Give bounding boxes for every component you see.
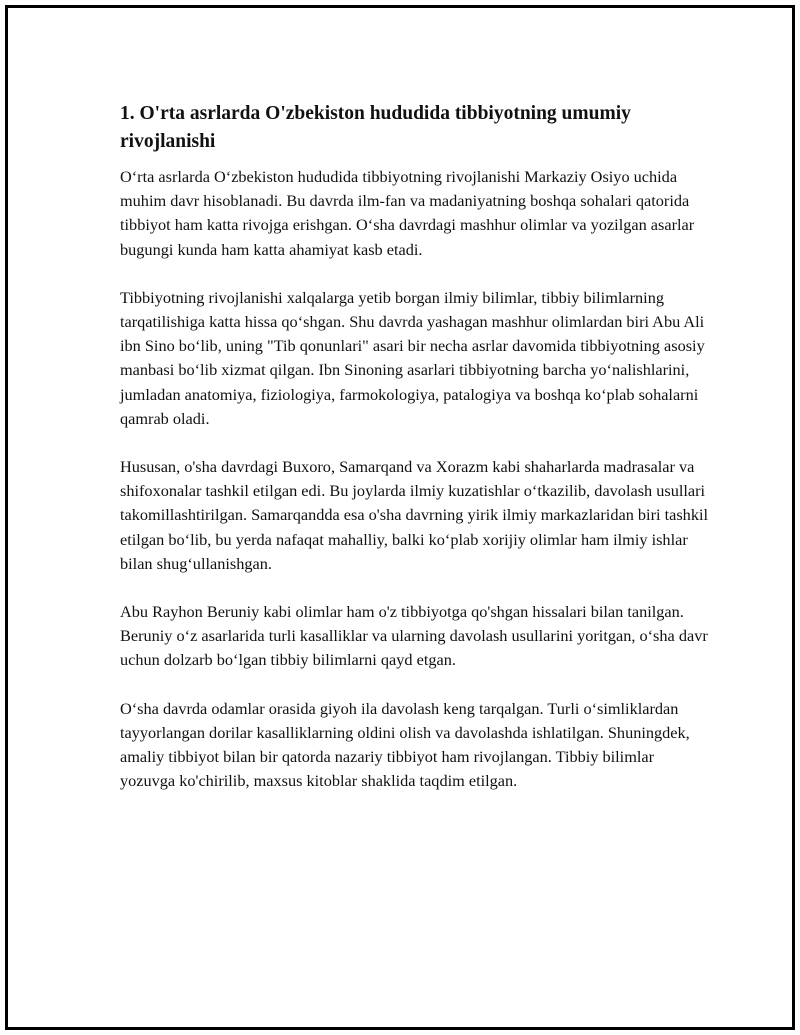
paragraph-5: O‘sha davrda odamlar orasida giyoh ila davolash keng tarqalgan. Turli o‘simliklardan tayyorlangan dorilar kasalliklarning oldini olish va davolashda ishlatilgan. Shuningdek, amaliy tibbiyot bilan bir qatorda nazariy tibbiyot ham rivojlangan. Tibbiy bilimlar yozuvga ko'chirilib, maxsus kitoblar shaklida taqdim etilgan. (120, 698, 690, 791)
page-frame (5, 5, 795, 1030)
paragraph-2: Tibbiyotning rivojlanishi xalqalarga yetib borgan ilmiy bilimlar, tibbiy bilimlarning tarqatilishiga katta hissa qo‘shgan. Shu davrda yashagan mashhur olimlardan biri Abu Ali ibn Sino bo‘lib, uning "Tib qonunlari" asari bir necha asrlar davomida tibbiyotning asosiy manbasi bo‘lib xizmat qilgan. Ibn Sinoning asarlari tibbiyotning barcha yo‘nalishlarini, jumladan anatomiya, fiziologiya, farmokologiya, patalogiya va boshqa ko‘plab sohalarni qamrab oladi. (120, 287, 705, 428)
document-body (120, 100, 710, 817)
paragraph-1: O‘rta asrlarda O‘zbekiston hududida tibbiyotning rivojlanishi Markaziy Osiyo uchida muhim davr hisoblanadi. Bu davrda ilm-fan va madaniyatning boshqa sohalari qatorida tibbiyot ham katta rivojga erishgan. O‘sha davrdagi mashhur olimlar va yozilgan asarlar bugungi kunda ham katta ahamiyat kasb etadi. (120, 167, 695, 259)
paragraph-3: Hususan, o'sha davrdagi Buxoro, Samarqand va Xorazm kabi shaharlarda madrasalar va shifoxonalar tashkil etilgan edi. Bu joylarda ilmiy kuzatishlar o‘tkazilib, davolash usullari takomillashtirilgan. Samarqandda esa o'sha davrning yirik ilmiy markazlaridan biri tashkil etilgan bo‘lib, bu yerda nafaqat mahalliy, balki ko‘plab xorijiy olimlar ham ilmiy ishlar bilan shug‘ullanishgan. (120, 457, 709, 573)
paragraph-4: Abu Rayhon Beruniy kabi olimlar ham o'z tibbiyotga qo'shgan hissalari bilan tanilgan. Beruniy o‘z asarlarida turli kasalliklar va ularning davolash usullarini yoritgan, o‘sha davr uchun dolzarb bo‘lgan tibbiy bilimlarni qayd etgan. (120, 602, 708, 670)
section-heading: 1. O'rta asrlarda O'zbekiston hududida tibbiyotning umumiy rivojlanishi (120, 103, 631, 152)
